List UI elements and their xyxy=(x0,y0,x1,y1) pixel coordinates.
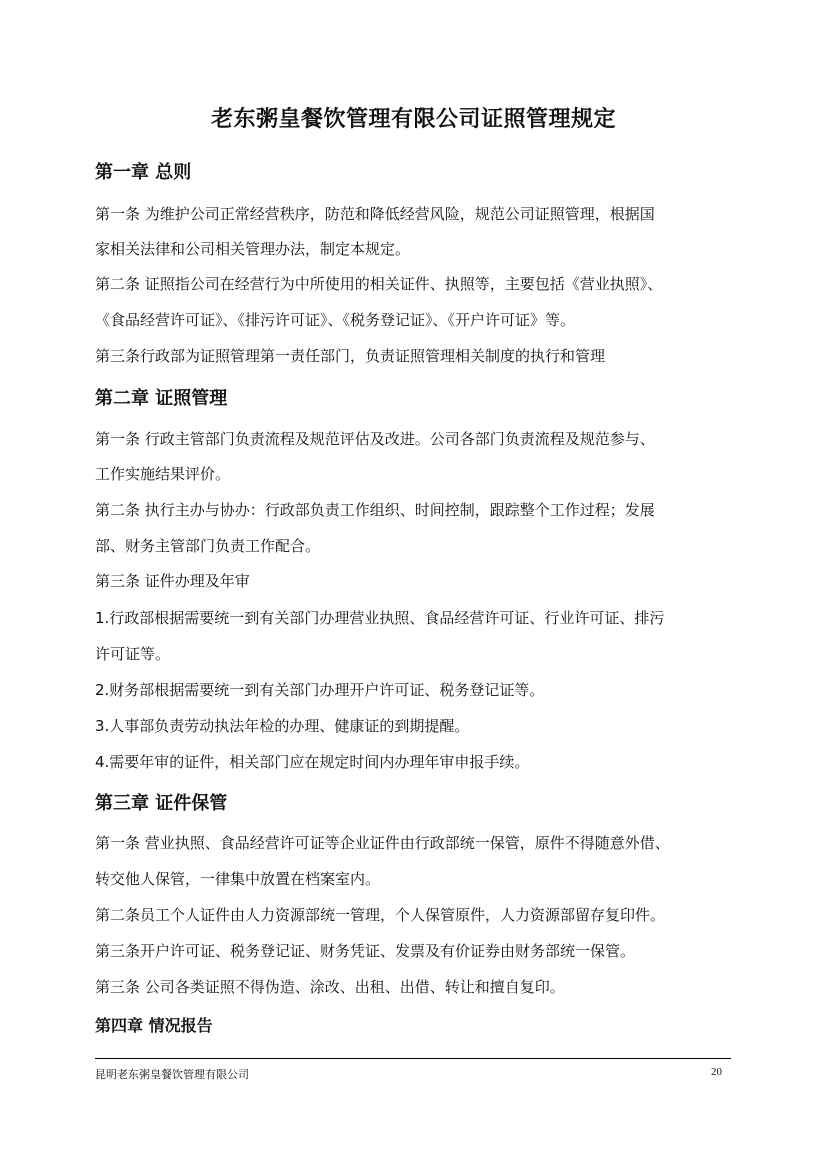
chapter-3-line-2: 转交他人保管，一律集中放置在档案室内。 xyxy=(95,870,381,888)
chapter-2-line-2: 工作实施结果评价。 xyxy=(95,465,231,483)
chapter-1-line-5: 第三条行政部为证照管理第一责任部门，负责证照管理相关制度的执行和管理 xyxy=(95,347,606,365)
chapter-3-heading: 第三章 证件保管 xyxy=(95,793,228,814)
chapter-3-line-4: 第三条开户许可证、税务登记证、财务凭证、发票及有价证券由财务部统一保管。 xyxy=(95,942,636,960)
chapter-1-line-4: 《食品经营许可证》、《排污许可证》、《税务登记证》、《开户许可证》等。 xyxy=(95,311,576,329)
chapter-1-line-1: 第一条 为维护公司正常经营秩序，防范和降低经营风险，规范公司证照管理，根据国 xyxy=(95,205,655,223)
chapter-1-heading: 第一章 总则 xyxy=(95,162,192,183)
chapter-1-line-2: 家相关法律和公司相关管理办法，制定本规定。 xyxy=(95,240,411,258)
chapter-3-line-3: 第二条员工个人证件由人力资源部统一管理，个人保管原件，人力资源部留存复印件。 xyxy=(95,906,666,924)
chapter-2-line-4: 部、财务主管部门负责工作配合。 xyxy=(95,537,321,555)
chapter-3-line-1: 第一条 营业执照、食品经营许可证等企业证件由行政部统一保管，原件不得随意外借、 xyxy=(95,834,670,852)
chapter-2-line-7: 许可证等。 xyxy=(95,645,171,663)
document-title: 老东粥皇餐饮管理有限公司证照管理规定 xyxy=(210,107,616,132)
chapter-1-line-3: 第二条 证照指公司在经营行为中所使用的相关证件、执照等，主要包括《营业执照》、 xyxy=(95,275,663,293)
footer-page-number: 20 xyxy=(711,1066,722,1078)
footer-divider xyxy=(95,1058,731,1059)
chapter-2-heading: 第二章 证照管理 xyxy=(95,388,228,409)
chapter-2-line-8: 2.财务部根据需要统一到有关部门办理开户许可证、税务登记证等。 xyxy=(95,681,545,699)
chapter-2-line-1: 第一条 行政主管部门负责流程及规范评估及改进。公司各部门负责流程及规范参与、 xyxy=(95,430,655,448)
chapter-2-line-3: 第二条 执行主办与协办：行政部负责工作组织、时间控制，跟踪整个工作过程；发展 xyxy=(95,501,655,519)
chapter-2-line-6: 1.行政部根据需要统一到有关部门办理营业执照、食品经营许可证、行业许可证、排污 xyxy=(95,609,665,627)
chapter-2-line-9: 3.人事部负责劳动执法年检的办理、健康证的到期提醒。 xyxy=(95,717,470,735)
chapter-3-line-5: 第三条 公司各类证照不得伪造、涂改、出租、出借、转让和擅自复印。 xyxy=(95,978,565,996)
footer-company: 昆明老东粥皇餐饮管理有限公司 xyxy=(95,1068,249,1081)
chapter-4-heading: 第四章 情况报告 xyxy=(95,1016,213,1035)
chapter-2-line-10: 4.需要年审的证件，相关部门应在规定时间内办理年审申报手续。 xyxy=(95,753,530,771)
chapter-2-line-5: 第三条 证件办理及年审 xyxy=(95,572,250,590)
